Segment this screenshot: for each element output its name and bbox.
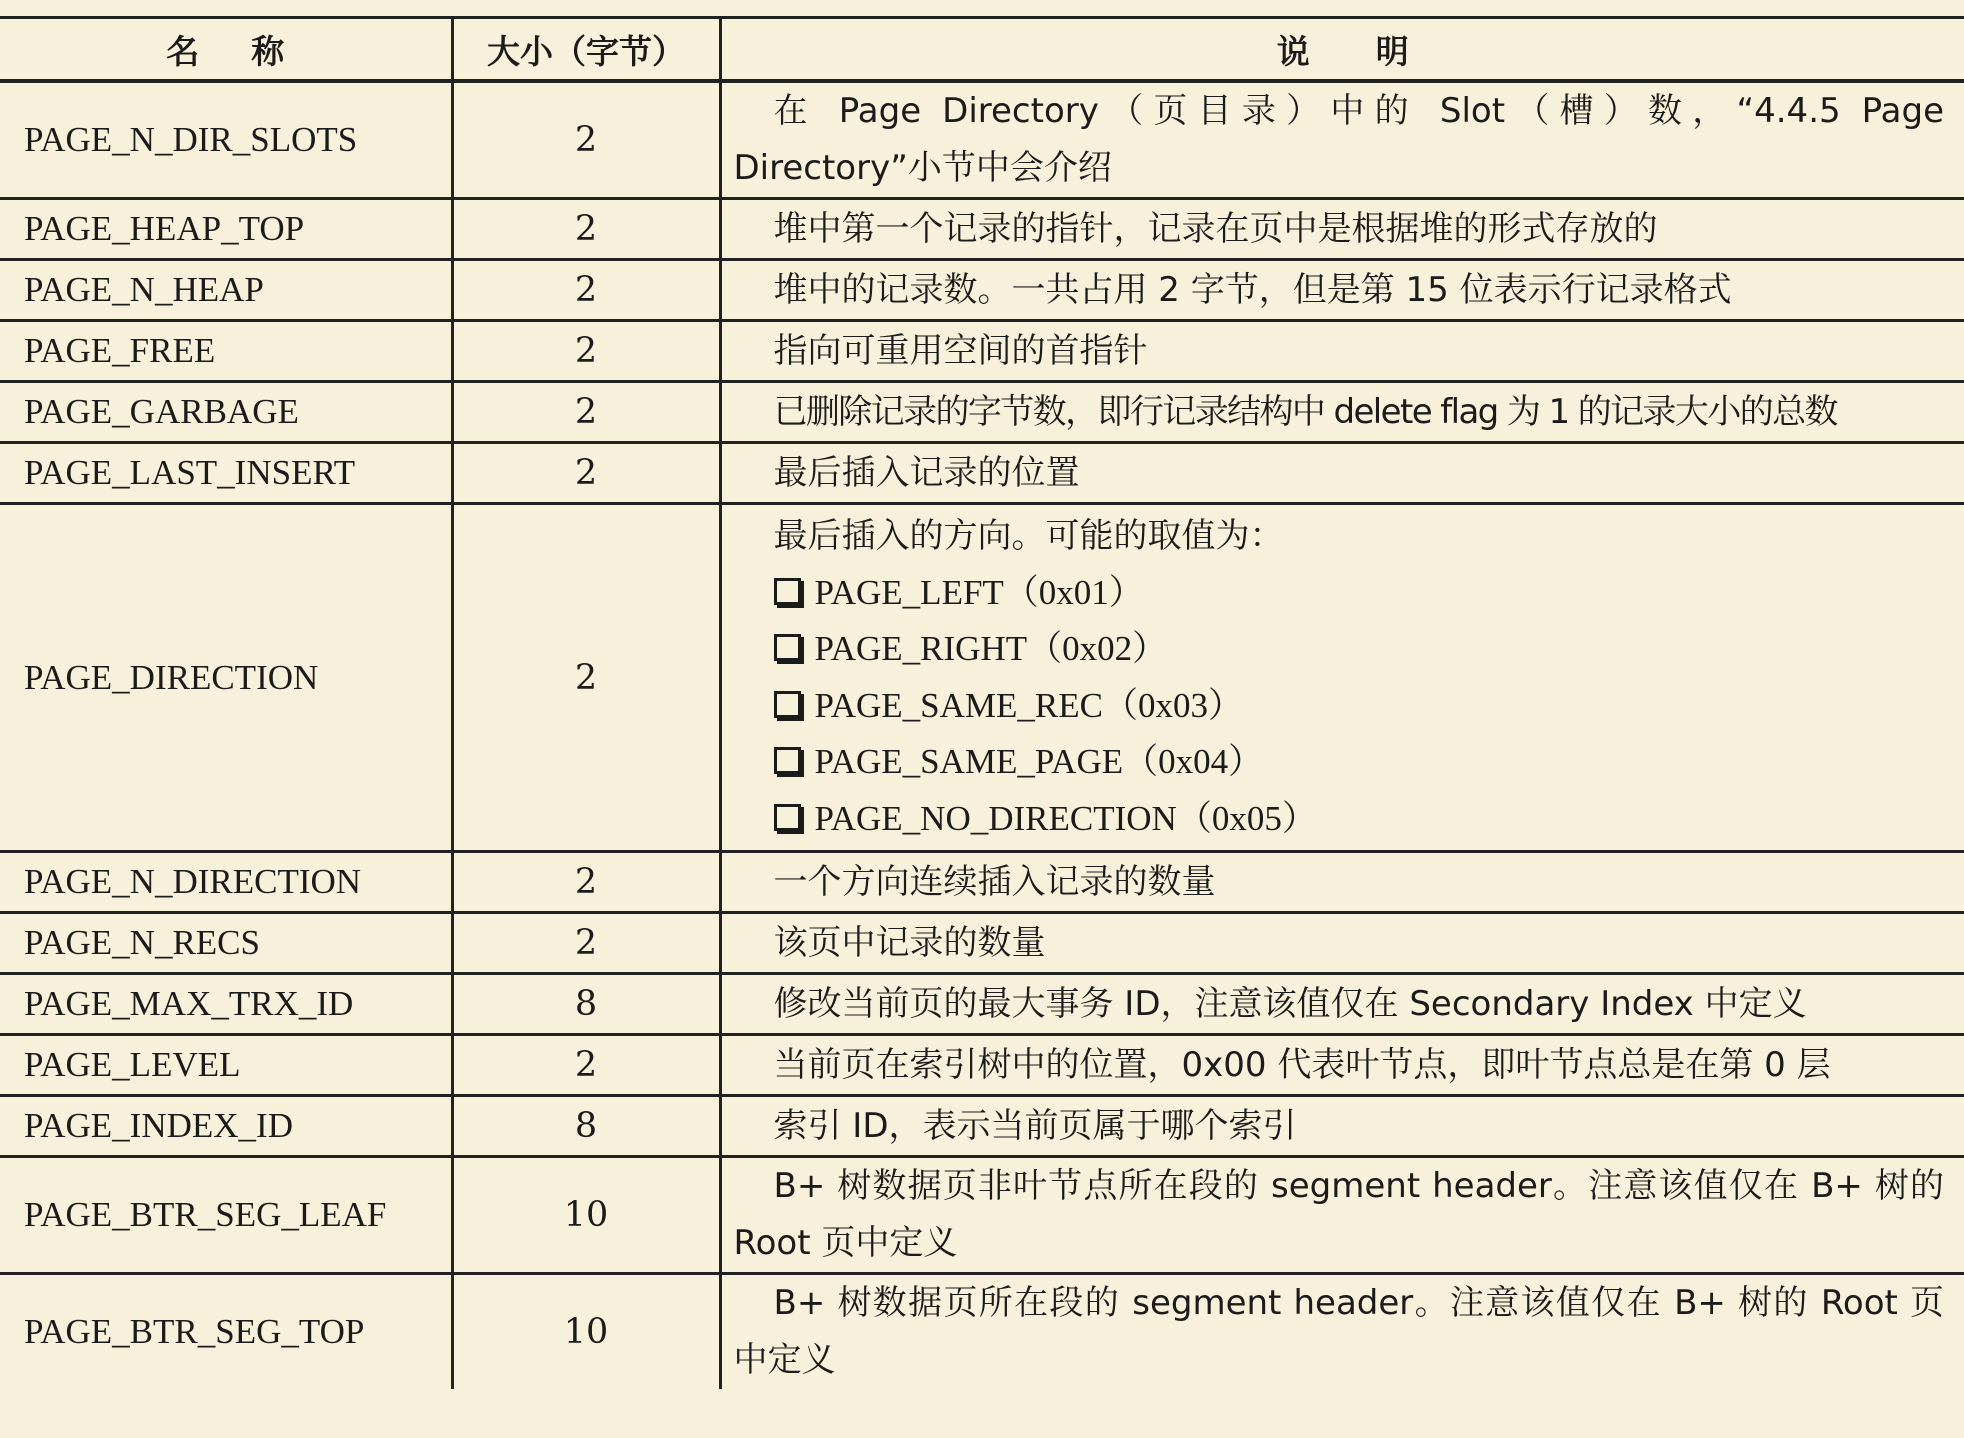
table-row xyxy=(0,852,1964,913)
field-size: 8 xyxy=(452,974,720,1035)
table-row xyxy=(0,443,1964,504)
field-size: 2 xyxy=(452,199,720,260)
checkbox-bullet-icon xyxy=(774,691,801,718)
table-row xyxy=(0,382,1964,443)
list-item xyxy=(774,734,1945,791)
field-name: PAGE_LAST_INSERT xyxy=(0,443,452,504)
table-row xyxy=(0,260,1964,321)
table-row xyxy=(0,199,1964,260)
field-size: 2 xyxy=(452,1035,720,1096)
field-name: PAGE_DIRECTION xyxy=(0,504,452,852)
table-row xyxy=(0,504,1964,852)
field-name: PAGE_HEAP_TOP xyxy=(0,199,452,260)
field-description xyxy=(720,260,1964,321)
checkbox-bullet-icon xyxy=(774,634,801,661)
field-description xyxy=(720,199,1964,260)
field-name: PAGE_N_HEAP xyxy=(0,260,452,321)
table-row xyxy=(0,81,1964,199)
description-text: 最后插入的方向。可能的取值为： xyxy=(773,515,1284,556)
field-description xyxy=(720,1096,1964,1157)
field-size: 2 xyxy=(452,913,720,974)
field-name: PAGE_MAX_TRX_ID xyxy=(0,974,452,1035)
direction-value: PAGE_NO_DIRECTION（0x05） xyxy=(814,798,1317,838)
field-size: 2 xyxy=(452,504,720,852)
list-item xyxy=(774,621,1945,678)
direction-value: PAGE_SAME_PAGE（0x04） xyxy=(814,742,1264,782)
description-text: 当前页在索引树中的位置，0x00 代表叶节点，即叶节点总是在第 0 层 xyxy=(773,1044,1831,1085)
description-text: 堆中的记录数。一共占用 2 字节，但是第 15 位表示行记录格式 xyxy=(773,269,1732,310)
table-row xyxy=(0,321,1964,382)
checkbox-bullet-icon xyxy=(774,804,801,831)
description-text: 在 Page Directory（页目录）中的 Slot（槽）数，“4.4.5 Page Directory”小节中会介绍 xyxy=(733,91,1944,188)
description-text: B+ 树数据页非叶节点所在段的 segment header。注意该值仅在 B+ 树的 Root 页中定义 xyxy=(733,1166,1944,1263)
direction-value: PAGE_LEFT（0x01） xyxy=(814,572,1144,612)
field-size: 2 xyxy=(452,81,720,199)
field-size: 10 xyxy=(452,1274,720,1390)
list-item xyxy=(774,791,1945,848)
field-size: 2 xyxy=(452,321,720,382)
table-row xyxy=(0,913,1964,974)
description-text: 已删除记录的字节数，即行记录结构中 delete flag 为 1 的记录大小的总数 xyxy=(773,391,1837,432)
description-text: B+ 树数据页所在段的 segment header。注意该值仅在 B+ 树的 Root 页中定义 xyxy=(733,1283,1944,1380)
field-description xyxy=(720,81,1964,199)
table-row xyxy=(0,1274,1964,1390)
field-description xyxy=(720,382,1964,443)
checkbox-bullet-icon xyxy=(774,578,801,605)
list-item xyxy=(774,678,1945,735)
column-header-size: 大小（字节） xyxy=(452,18,720,82)
description-text: 堆中第一个记录的指针，记录在页中是根据堆的形式存放的 xyxy=(773,208,1658,249)
field-description xyxy=(720,443,1964,504)
description-text: 修改当前页的最大事务 ID，注意该值仅在 Secondary Index 中定义 xyxy=(773,983,1807,1024)
table-row xyxy=(0,1157,1964,1274)
field-size: 2 xyxy=(452,443,720,504)
field-name: PAGE_N_DIRECTION xyxy=(0,852,452,913)
direction-value: PAGE_RIGHT（0x02） xyxy=(814,629,1168,669)
field-name: PAGE_BTR_SEG_LEAF xyxy=(0,1157,452,1274)
field-name: PAGE_INDEX_ID xyxy=(0,1096,452,1157)
field-name: PAGE_GARBAGE xyxy=(0,382,452,443)
column-header-name: 名称 xyxy=(0,18,452,82)
field-description xyxy=(720,852,1964,913)
description-text: 一个方向连续插入记录的数量 xyxy=(773,861,1216,902)
list-item xyxy=(774,565,1945,622)
field-description xyxy=(720,504,1964,852)
direction-value-list xyxy=(734,565,1945,848)
field-description xyxy=(720,1274,1964,1390)
field-name: PAGE_N_RECS xyxy=(0,913,452,974)
field-size: 8 xyxy=(452,1096,720,1157)
description-text: 指向可重用空间的首指针 xyxy=(773,330,1148,371)
field-description xyxy=(720,1157,1964,1274)
field-size: 2 xyxy=(452,382,720,443)
field-size: 2 xyxy=(452,852,720,913)
field-name: PAGE_BTR_SEG_TOP xyxy=(0,1274,452,1390)
column-header-description: 说明 xyxy=(720,18,1964,82)
table-row xyxy=(0,1096,1964,1157)
table-row xyxy=(0,974,1964,1035)
field-name: PAGE_FREE xyxy=(0,321,452,382)
field-description xyxy=(720,1035,1964,1096)
table-header-row xyxy=(0,18,1964,82)
field-description xyxy=(720,974,1964,1035)
field-description xyxy=(720,321,1964,382)
description-text: 该页中记录的数量 xyxy=(773,922,1046,963)
description-text: 索引 ID，表示当前页属于哪个索引 xyxy=(773,1105,1297,1146)
field-description xyxy=(720,913,1964,974)
checkbox-bullet-icon xyxy=(774,747,801,774)
description-text: 最后插入记录的位置 xyxy=(773,452,1080,493)
page-header-fields-table xyxy=(0,16,1964,1389)
field-name: PAGE_N_DIR_SLOTS xyxy=(0,81,452,199)
field-name: PAGE_LEVEL xyxy=(0,1035,452,1096)
direction-value: PAGE_SAME_REC（0x03） xyxy=(814,685,1243,725)
field-size: 2 xyxy=(452,260,720,321)
field-size: 10 xyxy=(452,1157,720,1274)
table-row xyxy=(0,1035,1964,1096)
